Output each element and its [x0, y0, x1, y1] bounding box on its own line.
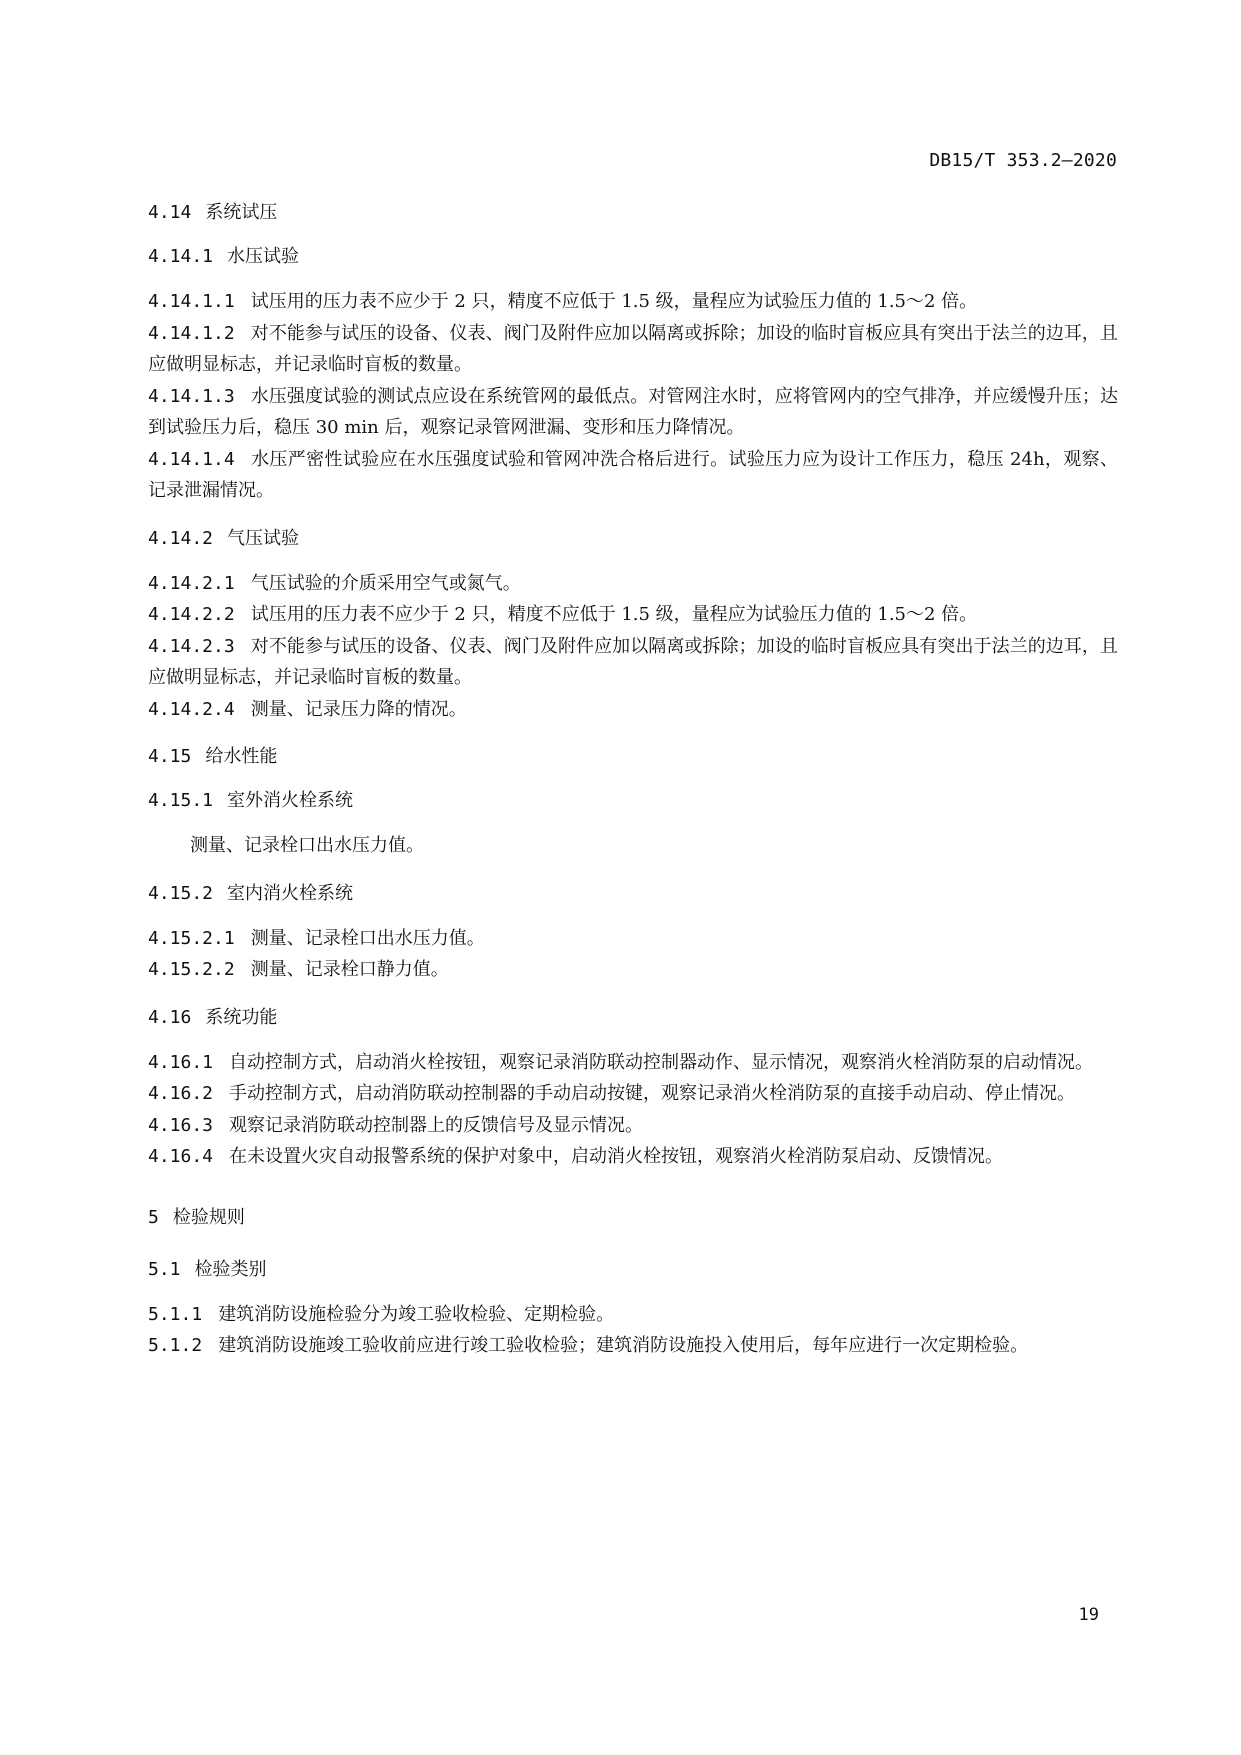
clause-text: 建筑消防设施检验分为竣工验收检验、定期检验。: [218, 1303, 615, 1325]
clause-number: 4.15.2.1: [148, 927, 235, 949]
clause: [148, 923, 1118, 955]
section-number: 4.15.1: [148, 790, 214, 811]
clause-text: 在未设置火灾自动报警系统的保护对象中，启动消火栓按钮，观察消火栓消防泵启动、反馈情况。: [229, 1146, 1004, 1167]
clause-text: 测量、记录栓口出水压力值。: [190, 835, 424, 856]
clause-text: 测量、记录栓口静力值。: [250, 959, 449, 980]
section-number: 4.14.2: [148, 527, 214, 549]
clause-number: 4.16.1: [148, 1051, 214, 1073]
section-title: 检验规则: [172, 1206, 245, 1228]
clause-number: 5.1.1: [148, 1303, 203, 1325]
section-title: 室外消火栓系统: [227, 790, 354, 811]
section-title: 系统试压: [205, 202, 278, 223]
clause-text: 测量、记录栓口出水压力值。: [250, 927, 485, 949]
clause-number: 4.14.1.3: [148, 385, 235, 407]
section-number: 4.15: [148, 746, 192, 767]
section-heading: [148, 1255, 1118, 1285]
subsection-heading: [148, 879, 1118, 909]
clause-number: 4.16.2: [148, 1083, 214, 1104]
subsection-heading: [148, 786, 1118, 816]
clause: [148, 1299, 1118, 1331]
clause-text: 建筑消防设施竣工验收前应进行竣工验收检验；建筑消防设施投入使用后，每年应进行一次定期检验。: [218, 1335, 1029, 1356]
clause: [148, 1110, 1118, 1142]
chapter-heading: [148, 1203, 1118, 1233]
clause: [148, 381, 1118, 444]
clause-text: 对不能参与试压的设备、仪表、阀门及附件应加以隔离或拆除；加设的临时盲板应具有突出于法兰的边耳，且应做明显标志，并记录临时盲板的数量。: [148, 635, 1118, 688]
clause-text: 气压试验的介质采用空气或氮气。: [250, 572, 521, 594]
section-title: 系统功能: [205, 1006, 278, 1028]
clause-text: 测量、记录压力降的情况。: [250, 698, 467, 720]
section-title: 检验类别: [194, 1258, 267, 1280]
clause: [148, 444, 1118, 507]
clause-number: 5.1.2: [148, 1335, 203, 1356]
clause-text: 试压用的压力表不应少于 2 只，精度不应低于 1.5 级，量程应为试验压力值的 1.5～2 倍。: [250, 604, 978, 625]
clause: [148, 830, 1118, 862]
clause: [148, 318, 1118, 381]
clause-text: 试压用的压力表不应少于 2 只，精度不应低于 1.5 级，量程应为试验压力值的 1.5～2 倍。: [250, 291, 978, 312]
clause: [148, 286, 1118, 318]
clause: [148, 1078, 1118, 1110]
clause: [148, 954, 1118, 986]
page-content: [148, 198, 1118, 1362]
clause-number: 4.16.3: [148, 1114, 214, 1136]
section-number: 5: [148, 1206, 159, 1228]
section-title: 给水性能: [205, 746, 278, 767]
clause-number: 4.14.1.1: [148, 291, 235, 312]
clause: [148, 694, 1118, 726]
clause-text: 水压强度试验的测试点应设在系统管网的最低点。对管网注水时，应将管网内的空气排净，并应缓慢升压；达到试验压力后，稳压 30 min 后，观察记录管网泄漏、变形和压力降情况。: [148, 385, 1118, 438]
clause-number: 4.14.2.2: [148, 604, 235, 625]
section-title: 室内消火栓系统: [227, 882, 354, 904]
section-number: 5.1: [148, 1258, 181, 1280]
section-number: 4.16: [148, 1006, 192, 1028]
clause-number: 4.15.2.2: [148, 959, 235, 980]
clause: [148, 1047, 1118, 1079]
clause-number: 4.14.1.2: [148, 322, 235, 344]
clause: [148, 1330, 1118, 1362]
subsection-heading: [148, 242, 1118, 272]
clause-text: 对不能参与试压的设备、仪表、阀门及附件应加以隔离或拆除；加设的临时盲板应具有突出于法兰的边耳，且应做明显标志，并记录临时盲板的数量。: [148, 322, 1118, 375]
section-title: 气压试验: [227, 527, 300, 549]
section-number: 4.14.1: [148, 246, 214, 267]
clause-text: 水压严密性试验应在水压强度试验和管网冲洗合格后进行。试验压力应为设计工作压力，稳压 24h，观察、记录泄漏情况。: [148, 448, 1118, 501]
clause-number: 4.14.2.3: [148, 635, 235, 657]
clause: [148, 568, 1118, 600]
section-number: 4.15.2: [148, 882, 214, 904]
page-number: 19: [1078, 1605, 1099, 1625]
clause-text: 手动控制方式，启动消防联动控制器的手动启动按键，观察记录消火栓消防泵的直接手动启动、停止情况。: [229, 1083, 1076, 1104]
clause-number: 4.14.1.4: [148, 448, 235, 470]
clause-number: 4.16.4: [148, 1146, 214, 1167]
clause-number: 4.14.2.4: [148, 698, 235, 720]
clause-number: 4.14.2.1: [148, 572, 235, 594]
clause: [148, 631, 1118, 694]
section-heading: [148, 198, 1118, 228]
section-number: 4.14: [148, 202, 192, 223]
clause-text: 自动控制方式，启动消火栓按钮，观察记录消防联动控制器动作、显示情况，观察消火栓消防泵的启动情况。: [229, 1051, 1094, 1073]
clause: [148, 599, 1118, 631]
subsection-heading: [148, 524, 1118, 554]
clause: [148, 1141, 1118, 1173]
document-code: DB15/T 353.2—2020: [929, 150, 1117, 171]
section-heading: [148, 742, 1118, 772]
section-heading: [148, 1003, 1118, 1033]
clause-text: 观察记录消防联动控制器上的反馈信号及显示情况。: [229, 1114, 644, 1136]
section-title: 水压试验: [227, 246, 300, 267]
